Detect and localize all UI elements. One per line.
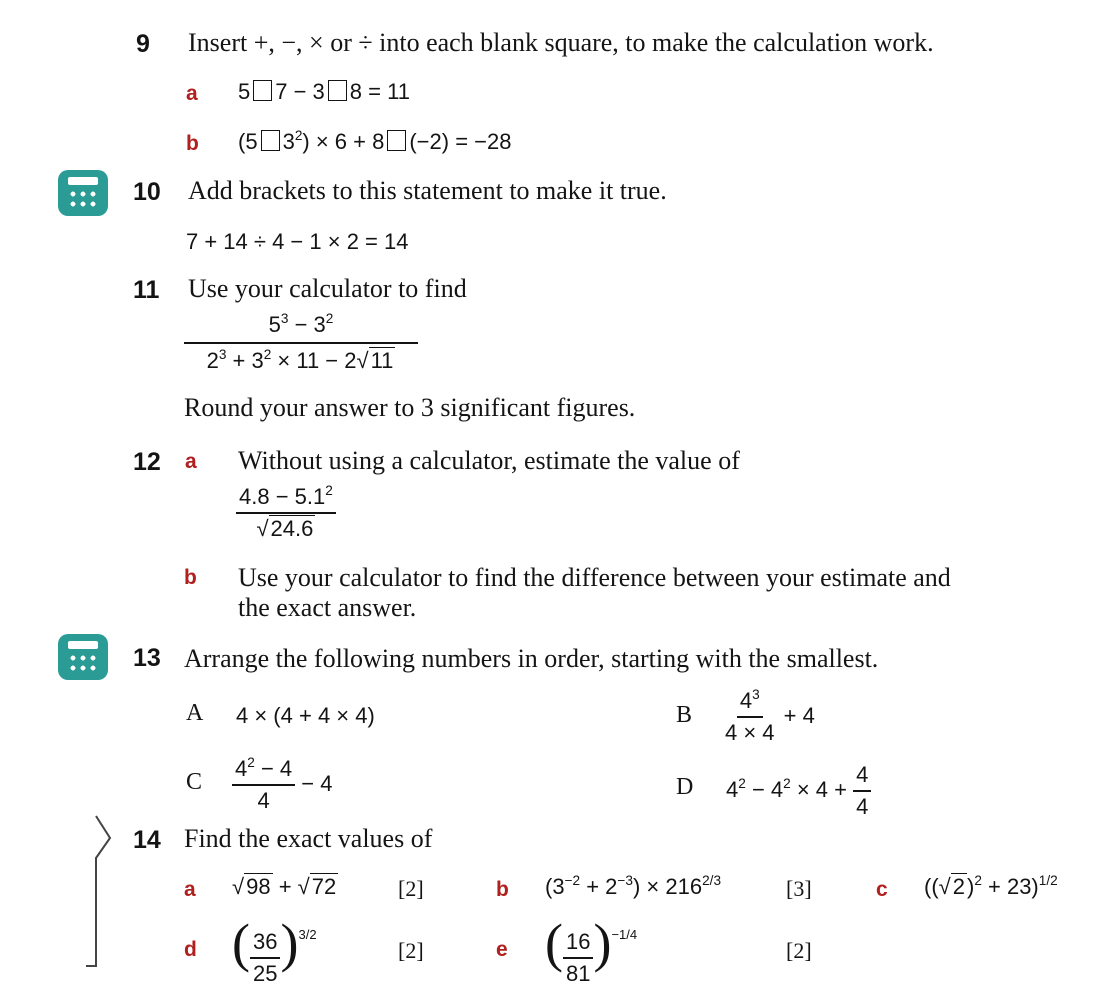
q14c-expression: $((√2)^2 + 23)^{1/2}$ xyxy=(924,873,1058,899)
question-number-13: 13 xyxy=(133,644,161,672)
q13-instruction: Arrange the following numbers in order, starting with the smallest. xyxy=(184,644,879,673)
q14a-marks: [2] xyxy=(398,876,424,901)
question-number-9: 9 xyxy=(136,30,150,58)
q10-instruction: Add brackets to this statement to make it true. xyxy=(188,176,667,205)
calculator-icon xyxy=(58,170,108,216)
q13A-label: A xyxy=(186,700,204,726)
blank-square[interactable] xyxy=(328,80,347,101)
q14e-label: e xyxy=(496,938,508,961)
q14c-label: c xyxy=(876,878,888,901)
q14d-marks: [2] xyxy=(398,938,424,963)
q10-expression: 7 + 14 ÷ 4 − 1 × 2 = 14 xyxy=(186,229,409,254)
q9b-expression: (5 $3^2) \times 6 + 8$ (−2) = −28 xyxy=(238,128,512,154)
calculator-icon xyxy=(58,634,108,680)
q14d-expression: ( $\frac{36}{25}$ )$^{3/2}$ xyxy=(232,913,317,986)
q14b-marks: [3] xyxy=(786,876,812,901)
q12a-fraction: $\frac{4.8 - 5.1^2}{√24.6}$ xyxy=(236,484,336,542)
question-number-12: 12 xyxy=(133,448,161,476)
q12b-text-line1: Use your calculator to find the difference between your estimate and xyxy=(238,563,951,592)
q11-fraction: $\frac{5^3 - 3^2}{2^3 + 3^2 \times 11 - 2√11}$ xyxy=(184,312,418,374)
q12b-text-line2: the exact answer. xyxy=(238,593,417,622)
q9-instruction: Insert +, −, × or ÷ into each blank square, to make the calculation work. xyxy=(188,28,934,57)
q13B-expression: $\frac{4^3}{4 \times 4}$ + 4 xyxy=(725,687,815,745)
blank-square[interactable] xyxy=(261,130,280,151)
section-bracket xyxy=(84,812,116,972)
blank-square[interactable] xyxy=(387,130,406,151)
q14b-label: b xyxy=(496,878,509,901)
q14e-marks: [2] xyxy=(786,938,812,963)
q13B-label: B xyxy=(676,702,693,728)
q14d-label: d xyxy=(184,938,197,961)
q11-note: Round your answer to 3 significant figures. xyxy=(184,393,636,422)
q14-instruction: Find the exact values of xyxy=(184,824,433,853)
question-number-11: 11 xyxy=(133,276,160,304)
q9b-label: b xyxy=(186,132,199,155)
q9a-expression: 5 7 − 3 8 = 11 xyxy=(238,79,410,104)
q12b-label: b xyxy=(184,566,197,589)
q14e-expression: ( $\frac{16}{81}$ )$^{-1/4}$ xyxy=(545,913,638,986)
q14a-expression: √98 + √72 xyxy=(232,874,337,899)
q13C-expression: $\frac{4^2 - 4}{4}$ − 4 xyxy=(232,756,332,814)
q12a-label: a xyxy=(185,450,197,473)
q13D-expression: $4^2 - 4^2 \times 4$ + $\frac{4}{4}$ xyxy=(726,762,871,820)
question-number-10: 10 xyxy=(133,178,161,206)
q14b-expression: $(3^{-2} + 2^{-3}) \times 216^{2/3}$ xyxy=(545,873,722,899)
q14a-label: a xyxy=(184,878,196,901)
q9a-label: a xyxy=(186,82,198,105)
q13A-expression: 4 × (4 + 4 × 4) xyxy=(236,703,375,728)
q13D-label: D xyxy=(676,774,694,800)
q13C-label: C xyxy=(186,769,203,795)
q12a-text: Without using a calculator, estimate the value of xyxy=(238,446,740,475)
q11-instruction: Use your calculator to find xyxy=(188,274,467,303)
question-number-14: 14 xyxy=(133,826,161,854)
blank-square[interactable] xyxy=(253,80,272,101)
